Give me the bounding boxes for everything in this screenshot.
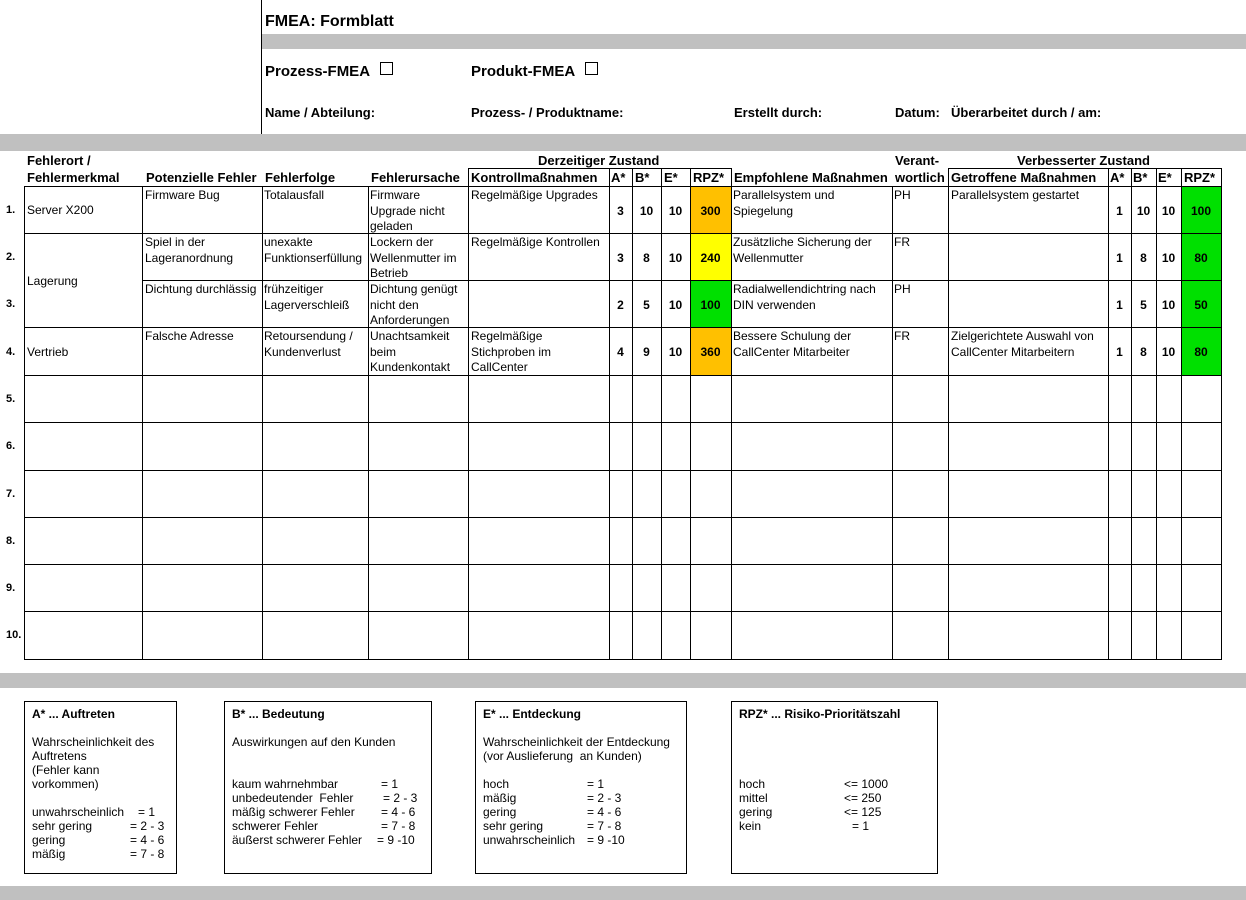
row-number: 8. bbox=[6, 535, 16, 547]
grid-line bbox=[661, 168, 662, 187]
legend-item-value: = 2 - 3 bbox=[383, 791, 418, 805]
legend-desc: Auswirkungen auf den Kunden bbox=[232, 735, 396, 749]
cell-b: 8 bbox=[643, 251, 650, 265]
cell-e2: 10 bbox=[1161, 298, 1176, 312]
row-number: 4. bbox=[6, 346, 16, 358]
legend-item-label: sehr gering bbox=[483, 819, 544, 833]
grid-line bbox=[1221, 168, 1222, 187]
grid-line bbox=[24, 470, 1222, 471]
legend-desc: Auftretens bbox=[32, 749, 87, 763]
cell-getroffen: Parallelsystem gestartet bbox=[951, 188, 1080, 202]
legend-item-value: = 1 bbox=[138, 805, 156, 819]
cell-verantwortlich: PH bbox=[894, 282, 911, 296]
cell-folge: Retoursendung / Kundenverlust bbox=[264, 329, 353, 359]
cell-fehler: Dichtung durchlässig bbox=[145, 282, 257, 296]
cell-b2: 5 bbox=[1140, 298, 1147, 312]
cell-empfohlen: Parallelsystem und Spiegelung bbox=[733, 188, 835, 218]
cell-ursache: Lockern der Wellenmutter im Betrieb bbox=[370, 235, 457, 280]
cell-kontrolle: Regelmäßige Kontrollen bbox=[471, 235, 600, 249]
grid-line bbox=[24, 659, 1222, 660]
grid-line bbox=[24, 186, 1222, 187]
row-number: 6. bbox=[6, 440, 16, 452]
prozess-produktname-label: Prozess- / Produktname: bbox=[471, 105, 624, 120]
legend-item-label: hoch bbox=[739, 777, 766, 791]
grid-line bbox=[690, 168, 691, 187]
grid-line bbox=[24, 564, 1222, 565]
legend-item-label: mäßig bbox=[32, 847, 66, 861]
legend-item-value: = 4 - 6 bbox=[130, 833, 165, 847]
header-band bbox=[262, 34, 1246, 49]
cell-rpz: 240 bbox=[700, 251, 721, 265]
legend-entdeckung-title: E* ... Entdeckung bbox=[483, 707, 582, 721]
grid-line bbox=[1181, 168, 1182, 187]
legend-bedeutung bbox=[224, 701, 432, 874]
legend-item-label: mäßig bbox=[483, 791, 517, 805]
grid-line bbox=[24, 422, 1222, 423]
legend-item-label: unbedeutender Fehler bbox=[232, 791, 354, 805]
cell-fehler: Firmware Bug bbox=[145, 188, 220, 202]
cell-fehler: Falsche Adresse bbox=[145, 329, 234, 343]
col-b2: B* bbox=[1133, 170, 1148, 185]
prozess-fmea-option[interactable] bbox=[265, 62, 393, 80]
legend-item-value: = 7 - 8 bbox=[381, 819, 416, 833]
col-e2: E* bbox=[1158, 170, 1172, 185]
cell-e2: 10 bbox=[1161, 251, 1176, 265]
ueberarbeitet-label: Überarbeitet durch / am: bbox=[951, 105, 1102, 120]
grid-line bbox=[948, 168, 1222, 169]
cell-ursache: Firmware Upgrade nicht geladen bbox=[370, 188, 445, 233]
cell-rpz: 360 bbox=[700, 345, 721, 359]
col-fehlerursache: Fehlerursache bbox=[371, 170, 460, 185]
legend-desc: (Fehler kann bbox=[32, 763, 100, 777]
cell-e: 10 bbox=[668, 251, 683, 265]
legend-entdeckung bbox=[475, 701, 687, 874]
grid-line bbox=[609, 168, 610, 187]
grid-line bbox=[468, 186, 469, 660]
col-verant-1: Verant- bbox=[895, 153, 940, 168]
col-verbesserter-zustand: Verbesserter Zustand bbox=[1017, 153, 1150, 168]
legend-item-label: mäßig schwerer Fehler bbox=[232, 805, 355, 819]
page-title: FMEA: Formblatt bbox=[265, 13, 394, 30]
legend-item-label: gering bbox=[483, 805, 517, 819]
separator-band-top bbox=[0, 134, 1246, 151]
cell-a: 2 bbox=[617, 298, 624, 312]
legend-item-label: hoch bbox=[483, 777, 510, 791]
grid-line bbox=[731, 186, 732, 660]
legend-item-value: = 1 bbox=[587, 777, 605, 791]
col-b: B* bbox=[635, 170, 650, 185]
cell-empfohlen: Radialwellendichtring nach DIN verwenden bbox=[733, 282, 876, 312]
cell-empfohlen: Zusätzliche Sicherung der Wellenmutter bbox=[733, 235, 872, 265]
grid-line bbox=[468, 168, 732, 169]
cell-ort-lagerung: Lagerung bbox=[27, 274, 78, 288]
grid-line bbox=[1131, 168, 1132, 187]
legend-item-label: sehr gering bbox=[32, 819, 93, 833]
row-number: 2. bbox=[6, 251, 16, 263]
produkt-fmea-checkbox[interactable] bbox=[585, 62, 598, 75]
col-fehlerfolge: Fehlerfolge bbox=[265, 170, 336, 185]
legend-item-value: = 1 bbox=[852, 819, 870, 833]
legend-desc: Wahrscheinlichkeit des bbox=[32, 735, 155, 749]
cell-e: 10 bbox=[668, 298, 683, 312]
cell-folge: frühzeitiger Lagerverschleiß bbox=[264, 282, 350, 312]
col-rpz2: RPZ* bbox=[1184, 170, 1216, 185]
header-divider bbox=[261, 0, 262, 134]
cell-b2: 10 bbox=[1136, 204, 1151, 218]
datum-label: Datum: bbox=[895, 105, 940, 120]
legend-item-label: gering bbox=[739, 805, 773, 819]
cell-a2: 1 bbox=[1116, 251, 1123, 265]
cell-getroffen: Zielgerichtete Auswahl von CallCenter Mitarbeitern bbox=[951, 329, 1094, 359]
erstellt-durch-label: Erstellt durch: bbox=[734, 105, 823, 120]
legend-item-value: <= 250 bbox=[844, 791, 882, 805]
grid-line bbox=[892, 186, 893, 660]
legend-auftreten bbox=[24, 701, 177, 874]
prozess-fmea-label: Prozess-FMEA bbox=[265, 63, 371, 80]
cell-ursache: Unachtsamkeit beim Kundenkontakt bbox=[370, 329, 451, 374]
cell-rpz: 100 bbox=[700, 298, 721, 312]
row-number: 7. bbox=[6, 488, 16, 500]
grid-line bbox=[142, 280, 1222, 281]
row-number: 1. bbox=[6, 204, 16, 216]
cell-folge: unexakte Funktionserfüllung bbox=[264, 235, 363, 265]
name-abteilung-label: Name / Abteilung: bbox=[265, 105, 376, 120]
col-empfohlene: Empfohlene Maßnahmen bbox=[734, 170, 888, 185]
col-verant-2: wortlich bbox=[895, 170, 945, 185]
cell-folge: Totalausfall bbox=[264, 188, 325, 202]
grid-line bbox=[1221, 186, 1222, 660]
cell-verantwortlich: FR bbox=[894, 235, 910, 249]
grid-line bbox=[948, 168, 949, 187]
col-a2: A* bbox=[1110, 170, 1125, 185]
grid-line bbox=[24, 517, 1222, 518]
col-fehlerort-2: Fehlermerkmal bbox=[27, 170, 120, 185]
legend-item-label: unwahrscheinlich bbox=[32, 805, 125, 819]
grid-line bbox=[24, 611, 1222, 612]
cell-ort: Server X200 bbox=[27, 203, 94, 217]
cell-ursache: Dichtung genügt nicht den Anforderungen bbox=[370, 282, 458, 327]
legend-item-value: = 4 - 6 bbox=[381, 805, 416, 819]
cell-ort: Vertrieb bbox=[27, 345, 69, 359]
cell-b2: 8 bbox=[1140, 345, 1147, 359]
col-a: A* bbox=[611, 170, 626, 185]
cell-a: 3 bbox=[617, 251, 624, 265]
grid-line bbox=[24, 233, 1222, 234]
legend-bedeutung-title: B* ... Bedeutung bbox=[232, 707, 325, 721]
cell-rpz2: 80 bbox=[1194, 345, 1208, 359]
cell-b: 9 bbox=[643, 345, 650, 359]
cell-kontrolle: Regelmäßige Stichproben im CallCenter bbox=[471, 329, 552, 374]
separator-band-bottom bbox=[0, 886, 1246, 900]
legend-desc: (vor Auslieferung an Kunden) bbox=[483, 749, 642, 763]
grid-line bbox=[1108, 168, 1109, 187]
row-number: 5. bbox=[6, 393, 16, 405]
cell-rpz: 300 bbox=[700, 204, 721, 218]
row-number: 3. bbox=[6, 298, 16, 310]
cell-a2: 1 bbox=[1116, 204, 1123, 218]
grid-line bbox=[368, 186, 369, 660]
legend-item-value: <= 1000 bbox=[844, 777, 889, 791]
legend-item-value: = 4 - 6 bbox=[587, 805, 622, 819]
produkt-fmea-label: Produkt-FMEA bbox=[471, 63, 576, 80]
col-e: E* bbox=[664, 170, 678, 185]
legend-desc: vorkommen) bbox=[32, 777, 99, 791]
grid-line bbox=[142, 186, 143, 660]
cell-verantwortlich: FR bbox=[894, 329, 910, 343]
cell-e: 10 bbox=[668, 345, 683, 359]
legend-rpz bbox=[731, 701, 938, 874]
cell-rpz2: 100 bbox=[1190, 204, 1212, 218]
cell-rpz2: 80 bbox=[1194, 251, 1208, 265]
grid-line bbox=[731, 168, 732, 187]
col-potenzielle-fehler: Potenzielle Fehler bbox=[146, 170, 257, 185]
legend-item-value: = 2 - 3 bbox=[587, 791, 622, 805]
cell-b: 5 bbox=[643, 298, 650, 312]
legend-item-value: = 7 - 8 bbox=[587, 819, 622, 833]
grid-line bbox=[24, 375, 1222, 376]
cell-fehler: Spiel in der Lageranordnung bbox=[145, 235, 234, 265]
row-number: 9. bbox=[6, 582, 16, 594]
cell-empfohlen: Bessere Schulung der CallCenter Mitarbeiter bbox=[733, 329, 852, 359]
legend-item-label: mittel bbox=[739, 791, 768, 805]
legend-rpz-title: RPZ* ... Risiko-Prioritätszahl bbox=[739, 707, 901, 721]
grid-line bbox=[468, 168, 469, 187]
col-getroffene: Getroffene Maßnahmen bbox=[951, 170, 1097, 185]
cell-e: 10 bbox=[668, 204, 683, 218]
cell-verantwortlich: PH bbox=[894, 188, 911, 202]
cell-b: 10 bbox=[639, 204, 654, 218]
legend-item-label: äußerst schwerer Fehler bbox=[232, 833, 363, 847]
grid-line bbox=[632, 168, 633, 187]
col-derzeitiger-zustand: Derzeitiger Zustand bbox=[538, 153, 660, 168]
legend-item-label: kein bbox=[739, 819, 762, 833]
legend-item-value: = 2 - 3 bbox=[130, 819, 165, 833]
cell-rpz2: 50 bbox=[1194, 298, 1208, 312]
row-number: 10. bbox=[6, 629, 22, 641]
grid-line bbox=[948, 186, 949, 660]
legend-item-value: = 7 - 8 bbox=[130, 847, 165, 861]
legend-item-value: = 9 -10 bbox=[377, 833, 415, 847]
col-rpz: RPZ* bbox=[693, 170, 725, 185]
legend-auftreten-title: A* ... Auftreten bbox=[32, 707, 115, 721]
legend-item-value: = 1 bbox=[381, 777, 399, 791]
legend-item-value: <= 125 bbox=[844, 805, 882, 819]
cell-b2: 8 bbox=[1140, 251, 1147, 265]
grid-line bbox=[24, 186, 25, 660]
separator-band-middle bbox=[0, 673, 1246, 688]
cell-kontrolle: Regelmäßige Upgrades bbox=[471, 188, 598, 202]
legend-item-label: gering bbox=[32, 833, 66, 847]
cell-e2: 10 bbox=[1161, 204, 1176, 218]
legend-desc: Wahrscheinlichkeit der Entdeckung bbox=[483, 735, 670, 749]
grid-line bbox=[1156, 168, 1157, 187]
col-kontrollmassnahmen: Kontrollmaßnahmen bbox=[471, 170, 598, 185]
prozess-fmea-checkbox[interactable] bbox=[380, 62, 393, 75]
cell-a2: 1 bbox=[1116, 298, 1123, 312]
grid-line bbox=[262, 186, 263, 660]
cell-a: 3 bbox=[617, 204, 624, 218]
legend-item-label: schwerer Fehler bbox=[232, 819, 319, 833]
produkt-fmea-option[interactable] bbox=[471, 62, 598, 80]
grid-line bbox=[24, 327, 1222, 328]
cell-e2: 10 bbox=[1161, 345, 1176, 359]
legend-item-label: unwahrscheinlich bbox=[483, 833, 576, 847]
legend-item-value: = 9 -10 bbox=[587, 833, 625, 847]
cell-a2: 1 bbox=[1116, 345, 1123, 359]
legend-item-label: kaum wahrnehmbar bbox=[232, 777, 339, 791]
col-fehlerort-1: Fehlerort / bbox=[27, 153, 91, 168]
cell-a: 4 bbox=[617, 345, 624, 359]
